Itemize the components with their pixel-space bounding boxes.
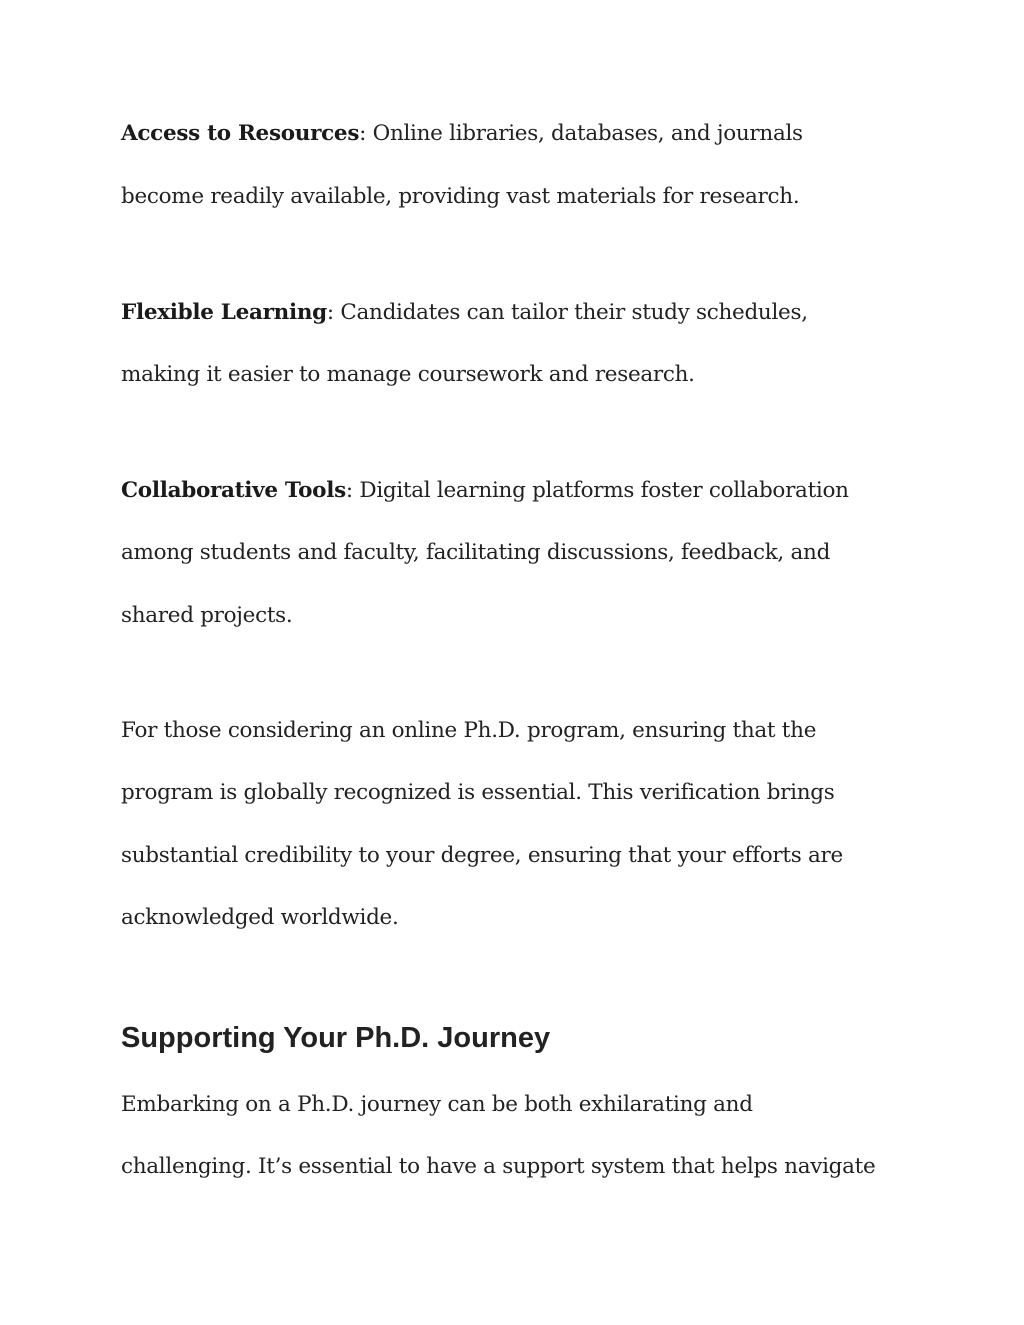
term-flexible-learning: Flexible Learning <box>121 300 327 325</box>
term-collaborative-tools: Collaborative Tools <box>121 478 346 503</box>
section-line-2: challenging. It’s essential to have a support system that helps navigate <box>121 1154 876 1179</box>
item-text: Candidates can tailor their study schedules, <box>333 300 808 325</box>
list-item-collaborative-line-1: Collaborative Tools: Digital learning platforms foster collaboration <box>121 478 849 503</box>
list-item-flexible-line-1: Flexible Learning: Candidates can tailor their study schedules, <box>121 300 808 325</box>
item-text: Digital learning platforms foster collaboration <box>352 478 849 503</box>
section-line-1: Embarking on a Ph.D. journey can be both exhilarating and <box>121 1092 753 1117</box>
term-access-to-resources: Access to Resources <box>121 121 360 146</box>
item-text: Online libraries, databases, and journals <box>366 121 803 146</box>
section-heading: Supporting Your Ph.D. Journey <box>121 1022 551 1054</box>
paragraph-line-1: For those considering an online Ph.D. program, ensuring that the <box>121 718 817 743</box>
paragraph-line-4: acknowledged worldwide. <box>121 905 399 930</box>
list-item-access-line-1: Access to Resources: Online libraries, databases, and journals <box>121 121 803 146</box>
list-item-collaborative-line-3: shared projects. <box>121 603 293 628</box>
paragraph-line-2: program is globally recognized is essential. This verification brings <box>121 780 835 805</box>
list-item-flexible-line-2: making it easier to manage coursework and research. <box>121 362 695 387</box>
list-item-access-line-2: become readily available, providing vast materials for research. <box>121 184 800 209</box>
list-item-collaborative-line-2: among students and faculty, facilitating discussions, feedback, and <box>121 540 831 565</box>
paragraph-line-3: substantial credibility to your degree, ensuring that your efforts are <box>121 843 843 868</box>
